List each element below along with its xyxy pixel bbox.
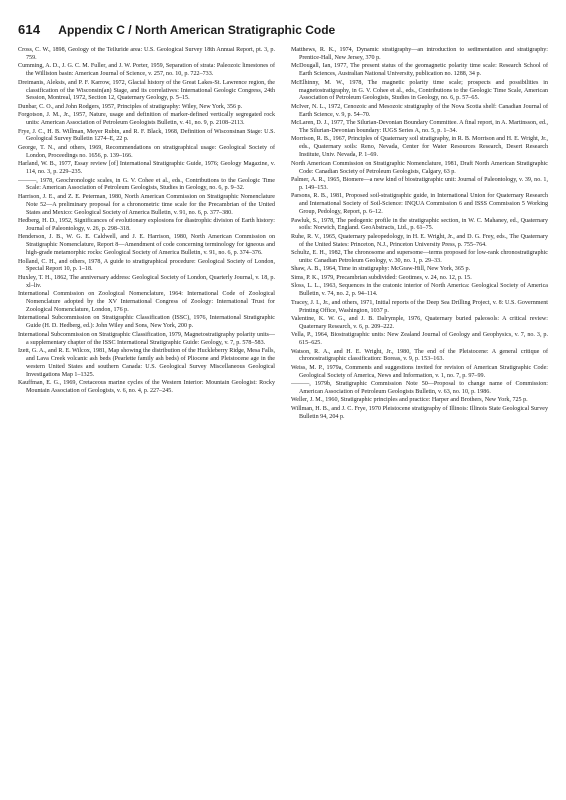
- reference-entry: Sims, P. K., 1979, Precambrian subdivided: Geotimes, v. 24, no. 12, p. 15.: [291, 274, 472, 281]
- reference-entry: Cross, C. W., 1898, Geology of the Telluride area: U.S. Geological Survey 18th Annual Report, pt. 3, p. 759.: [18, 47, 275, 61]
- reference-entry: Weller, J. M., 1960, Stratigraphic principles and practice: Harper and Brothers, New York, 725 p.: [291, 397, 528, 404]
- reference-entry: Harland, W. B., 1977, Essay review [of] International Stratigraphic Guide, 1976; Geology Magazine, v. 114, no. 3, p. 229–235.: [18, 161, 275, 176]
- reference-entry: ———, 1978, Geochronologic scales, in G. V. Cohee et al., eds., Contributions to the Geologic Time Scale: American Association of Petroleum Geologists, Studies in Geology, no. 6, p. 9–32.: [18, 177, 275, 192]
- reference-entry: Schultz, E. H., 1982, The chronosome and supersome—terms proposed for low-rank chronostratigraphic units: Canadian Petroleum Geology, v. 30, no. 1, p. 29–33.: [291, 250, 548, 265]
- reference-entry: Henderson, J. B., W. G. E. Caldwell, and J. E. Harrison, 1980, North American Commission on Stratigraphic Nomenclature, Report 8—Amendment of code concerning terminology for igneous and high-grade metamorphic rocks: Geological Society of America Bulletin, v. 91, no. 6, p. 374–376.: [18, 234, 275, 257]
- reference-entry: Matthews, R. K., 1974, Dynamic stratigraphy—an introduction to sedimentation and stratigraphy: Prentice-Hall, New Jersey, 370 p.: [291, 47, 548, 61]
- reference-entry: Dreimanis, Aleksis, and P. F. Karrow, 1972, Glacial history of the Great Lakes-St. Lawrence region, the classification of the Wisconsin(an) Stage, and its correlatives: International Geologic Congress, 24th Session, Montreal, 1972, Section 12, Quaternary Geology, p. 5–15.: [18, 79, 275, 102]
- reference-entry: Cumming, A. D., J. G. C. M. Fuller, and J. W. Porter, 1959, Separation of strata: Paleozoic limestones of the Williston basin: American Journal of Science, v. 257, no. 10, p. 722–733.: [18, 63, 275, 78]
- reference-entry: Hedberg, H. D., 1952, Significances of evolutionary explosions for diastrophic division of Earth history: Journal of Paleontology, v. 26, p. 298–318.: [18, 218, 275, 232]
- reference-entry: Valentine, K. W. G., and J. B. Dalrymple, 1976, Quaternary buried paleosols: A critical review: Quaternary Research, v. 6, p. 209–222.: [291, 315, 548, 330]
- reference-entry: McElhinny, M. W., 1978, The magnetic polarity time scale; prospects and possibilities in magnetostratigraphy, in G. V. Cohee et al., eds., Contributions to the Geologic Time Scale, American Association of Petroleum Geologists, Studies in Geology, no. 6, p. 57–65.: [291, 79, 548, 102]
- reference-entry: Holland, C. H., and others, 1978, A guide to stratigraphical procedure: Geological Society of London, Special Report 10, p. 1–18.: [18, 258, 275, 273]
- reference-entry: Sloss, L. L., 1963, Sequences in the cratonic interior of North America: Geological Society of America Bulletin, v. 74, no. 2, p. 94–114.: [291, 283, 548, 298]
- reference-entry: McLaren, D. J., 1977, The Silurian-Devonian Boundary Committee. A final report, in A. Martinsson, ed., The Silurian-Devonian boundary: IUGS Series A, no. 5, p. 1–34.: [291, 120, 548, 135]
- reference-entry: Ruhe, R. V., 1965, Quaternary paleopedology, in H. E. Wright, Jr., and D. G. Frey, eds., The Quaternary of the United States: Princeton, N.J., Princeton University Press, p. 755–764.: [291, 233, 548, 248]
- reference-entry: Willman, H. B., and J. C. Frye, 1970 Pleistocene stratigraphy of Illinois: Illinois State Geological Survey Bulletin 94, 204 p.: [291, 405, 548, 420]
- reference-entry: ———, 1979b, Stratigraphic Commission Note 50—Proposal to change name of Commission: American Association of Petroleum Geologists Bulletin, v. 63, no. 10, p. 1986.: [291, 381, 548, 396]
- reference-entry: Dunbar, C. O., and John Rodgers, 1957, Principles of stratigraphy: Wiley, New York, 356 p.: [18, 103, 243, 110]
- running-head: Appendix C / North American Stratigraphic Code: [58, 23, 336, 37]
- reference-entry: North American Commission on Stratigraphic Nomenclature, 1981, Draft North American Stratigraphic Code: Canadian Society of Petroleum Geologists, Calgary, 63 p.: [291, 160, 548, 175]
- reference-entry: Kauffman, E. G., 1969, Cretaceous marine cycles of the Western Interior: Mountain Geologist: Rocky Mountain Association of Geologists, v. 6, no. 4, p. 227–245.: [18, 380, 275, 395]
- reference-entry: Frye, J. C., H. B. Willman, Meyer Rubin, and R. F. Black, 1968, Definition of Wisconsinan Stage: U.S. Geological Survey Bulletin 1274–E, 22 p.: [18, 128, 275, 143]
- reference-entry: International Subcommission on Stratigraphic Classification (ISSC), 1976, International Stratigraphic Guide (H. D. Hedberg, ed.): John Wiley and Sons, New York, 200 p.: [18, 315, 275, 330]
- reference-entry: Shaw, A. B., 1964, Time in stratigraphy: McGraw-Hill, New York, 365 p.: [291, 266, 471, 273]
- reference-entry: Weiss, M. P., 1979a, Comments and suggestions invited for revision of American Stratigraphic Code: Geological Society of America, News and Information, v. 1, no. 7, p. 97–99.: [291, 364, 548, 379]
- reference-columns: [18, 47, 548, 787]
- reference-entry: International Commission on Zoological Nomenclature, 1964: International Code of Zoological Nomenclature adopted by the XV International Congress of Zoology: International Trust for Zoological Nomenclature, London, 176 p.: [18, 291, 275, 313]
- reference-entry: McDougall, Ian, 1977, The present status of the geomagnetic polarity time scale: Research School of Earth Sciences, Australian National University, publication no. 1288, 34 p.: [291, 63, 548, 78]
- reference-entry: Izett, G. A., and R. E. Wilcox, 1981, Map showing the distribution of the Huckleberry Ridge, Mesa Falls, and Lava Creek volcanic ash beds (Pearlette family ash beds) of Pliocene and Pleistocene age in the western United States and southern Canada: U.S. Geological Survey Miscellaneous Geological Investigations Map 1–1325.: [18, 348, 275, 378]
- reference-entry: George, T. N., and others, 1969, Recommendations on stratigraphical usage: Geological Society of London, Proceedings no. 1656, p. 139–166.: [18, 144, 275, 159]
- left-reference-column: [18, 47, 275, 787]
- reference-entry: Vella, P., 1964, Biostratigraphic units: New Zealand Journal of Geology and Geophysics, v. 7, no. 3, p. 615–625.: [291, 332, 548, 347]
- reference-entry: Parsons, R. B., 1981, Proposed soil-stratigraphic guide, in International Union for Quaternary Research and International Society of Soil-Science: INQUA Commission 6 and ISSS Commission 5 Working Group, Pedology, Report, p. 6–12.: [291, 193, 548, 216]
- reference-entry: Tracey, J. I., Jr., and others, 1971, Initial reports of the Deep Sea Drilling Project, v. 8: U.S. Government Printing Office, Washington, 1037 p.: [291, 299, 548, 314]
- reference-entry: International Subcommission on Stratigraphic Classification, 1979, Magnetostratigraphy polarity units—a supplementary chapter of the ISSC International Stratigraphic Guide: Geology, v. 7, p. 578–583.: [18, 331, 275, 346]
- reference-entry: Forgotson, J. M., Jr., 1957, Nature, usage and definition of marker-defined vertically segregated rock units: American Association of Petroleum Geologists Bulletin, v. 41, no. 9, p. 2108–2113.: [18, 112, 275, 127]
- reference-entry: McIver, N. L., 1972, Cenozoic and Mesozoic stratigraphy of the Nova Scotia shelf: Canadian Journal of Earth Science, v. 9, p. 54–70.: [291, 103, 548, 118]
- reference-entry: Morrison, R. B., 1967, Principles of Quaternary soil stratigraphy, in R. B. Morrison and H. E. Wright, Jr., eds., Quaternary soils: Reno, Nevada, Center for Water Resources Research, Desert Research Institute, Univ. Nevada, P. 1–69.: [291, 136, 548, 159]
- reference-entry: Palmer, A. R., 1965, Biomere—a new kind of biostratigraphic unit: Journal of Paleontology, v. 39, no. 1, p. 149–153.: [291, 177, 548, 191]
- page-number: 614: [18, 22, 41, 37]
- right-reference-column: [291, 47, 548, 787]
- reference-entry: Huxley, T. H., 1862, The anniversary address: Geological Society of London, Quarterly Journal, v. 18, p. xl–liv.: [18, 274, 275, 289]
- page-header: [18, 22, 546, 40]
- reference-entry: Harrison, J. E., and Z. E. Peterman, 1980, North American Commission on Stratigraphic Nomenclature Note 52—A preliminary proposal for a chronometric time scale for the Precambrian of the United States and Mexico: Geological Society of America Bulletin, v. 91, no. 6, p. 377–380.: [18, 193, 275, 216]
- reference-entry: Pawluk, S., 1978, The pedogenic profile in the stratigraphic section, in W. C. Mahaney, ed., Quaternary soils: Norwich, England. GeoAbstracts, Ltd., p. 61–75.: [291, 217, 548, 232]
- reference-entry: Watson, R. A., and H. E. Wright, Jr., 1980, The end of the Pleistocene: A general critique of chronostratigraphic classification: Boreas, v. 9, p. 153–163.: [291, 348, 548, 363]
